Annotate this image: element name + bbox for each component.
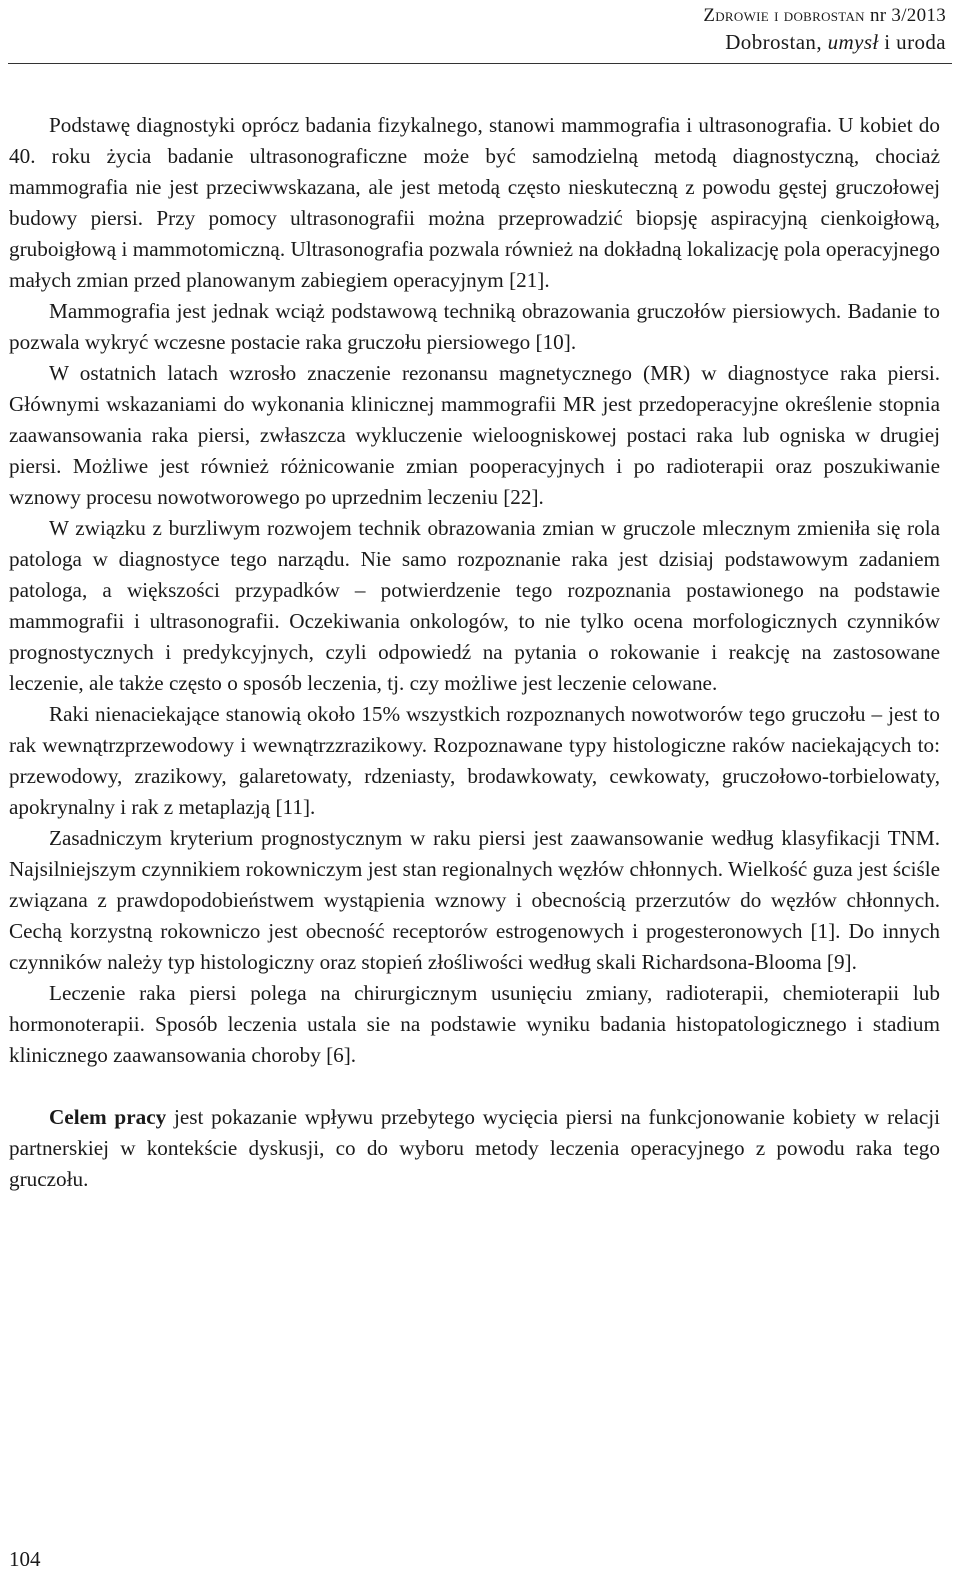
- journal-name: Zdrowie i dobrostan: [703, 5, 865, 26]
- section-title-part1: Dobrostan,: [725, 30, 822, 54]
- section-title-italic: umysł: [827, 30, 879, 54]
- section-title-part2: i uroda: [884, 30, 946, 54]
- journal-title: [703, 4, 946, 28]
- paragraph-aim: [9, 1102, 940, 1195]
- paragraph-diagnostics: Podstawę diagnostyki oprócz badania fizykalnego, stanowi mammografia i ultrasonografia. U kobiet do 40. roku życia badanie ultrasonograficzne może być samodzielną metodą diagnostyczną, chociaż mammografia nie jest przeciwwskazana, ale jest metodą często nieskuteczną z powodu gęstej gruczołowej budowy piersi. Przy pomocy ultrasonografii można przeprowadzić biopsję aspiracyjną cienkoigłową, gruboigłową i mammotomiczną. Ultrasonografia pozwala również na dokładną lokalizację pola operacyjnego małych zmian przed planowanym zabiegiem operacyjnym [21].: [9, 113, 940, 292]
- paragraph-treatment: Leczenie raka piersi polega na chirurgicznym usunięciu zmiany, radioterapii, chemioterapii lub hormonoterapii. Sposób leczenia ustala sie na podstawie wyniku badania histopatologicznego i stadium klinicznego zaawansowania choroby [6].: [9, 981, 940, 1067]
- aim-bold-label: Celem pracy: [49, 1105, 167, 1129]
- running-header: [703, 4, 946, 56]
- paragraph-mri: W ostatnich latach wzrosło znaczenie rezonansu magnetycznego (MR) w diagnostyce raka piersi. Głównymi wskazaniami do wykonania klinicznej mammografii MR jest przedoperacyjne określenie stopnia zaawansowania raka piersi, zwłaszcza wykluczenie wieloogniskowej postaci raka lub ogniska w drugiej piersi. Możliwe jest również różnicowanie zmian pooperacyjnych i po radioterapii oraz poszukiwanie wznowy procesu nowotworowego po uprzednim leczeniu [22].: [9, 361, 940, 509]
- paragraph-prognosis: Zasadniczym kryterium prognostycznym w raku piersi jest zaawansowanie według klasyfikacji TNM. Najsilniejszym czynnikiem rokowniczym jest stan regionalnych węzłów chłonnych. Wielkość guza jest ściśle związana z prawdopodobieństwem wystąpienia wznowy i obecnością przerzutów do węzłów chłonnych. Cechą korzystną rokowniczo jest obecność receptorów estrogenowych i progesteronowych [1]. Do innych czynników należy typ histologiczny oraz stopień złośliwości według skali Richardsona-Blooma [9].: [9, 826, 940, 974]
- page-number: 104: [9, 1547, 41, 1571]
- journal-issue: nr 3/2013: [869, 5, 946, 26]
- paragraph-noninvasive: Raki nienaciekające stanowią około 15% wszystkich rozpoznanych nowotworów tego gruczołu – jest to rak wewnątrzprzewodowy i wewnątrzzrazikowy. Rozpoznawane typy histologiczne raków naciekających to: przewodowy, zrazikowy, galaretowaty, rdzeniasty, brodawkowaty, cewkowaty, gruczołowo-torbielowaty, apokrynalny i rak z metaplazją [11].: [9, 702, 940, 819]
- section-title: [703, 28, 946, 56]
- paragraph-pathologist: W związku z burzliwym rozwojem technik obrazowania zmian w gruczole mlecznym zmieniła się rola patologa w diagnostyce tego narządu. Nie samo rozpoznanie raka jest dzisiaj podstawowym zadaniem patologa, a większości przypadków – potwierdzenie tego rozpoznania postawionego na podstawie mammografii i ultrasonografii. Oczekiwania onkologów, to nie tylko ocena morfologicznych czynników prognostycznych i predykcyjnych, czyli odpowiedź na pytania o rokowanie i reakcję na zastosowane leczenie, ale także często o sposób leczenia, tj. czy możliwe jest leczenie celowane.: [9, 516, 940, 695]
- aim-text: jest pokazanie wpływu przebytego wycięcia piersi na funkcjonowanie kobiety w relacji partnerskiej w kontekście dyskusji, co do wyboru metody leczenia operacyjnego z powodu raka tego gruczołu.: [9, 1105, 940, 1191]
- article-body: [9, 110, 940, 1195]
- header-rule: [8, 63, 952, 64]
- paragraph-mammography: Mammografia jest jednak wciąż podstawową techniką obrazowania gruczołów piersiowych. Badanie to pozwala wykryć wczesne postacie raka gruczołu piersiowego [10].: [9, 299, 940, 354]
